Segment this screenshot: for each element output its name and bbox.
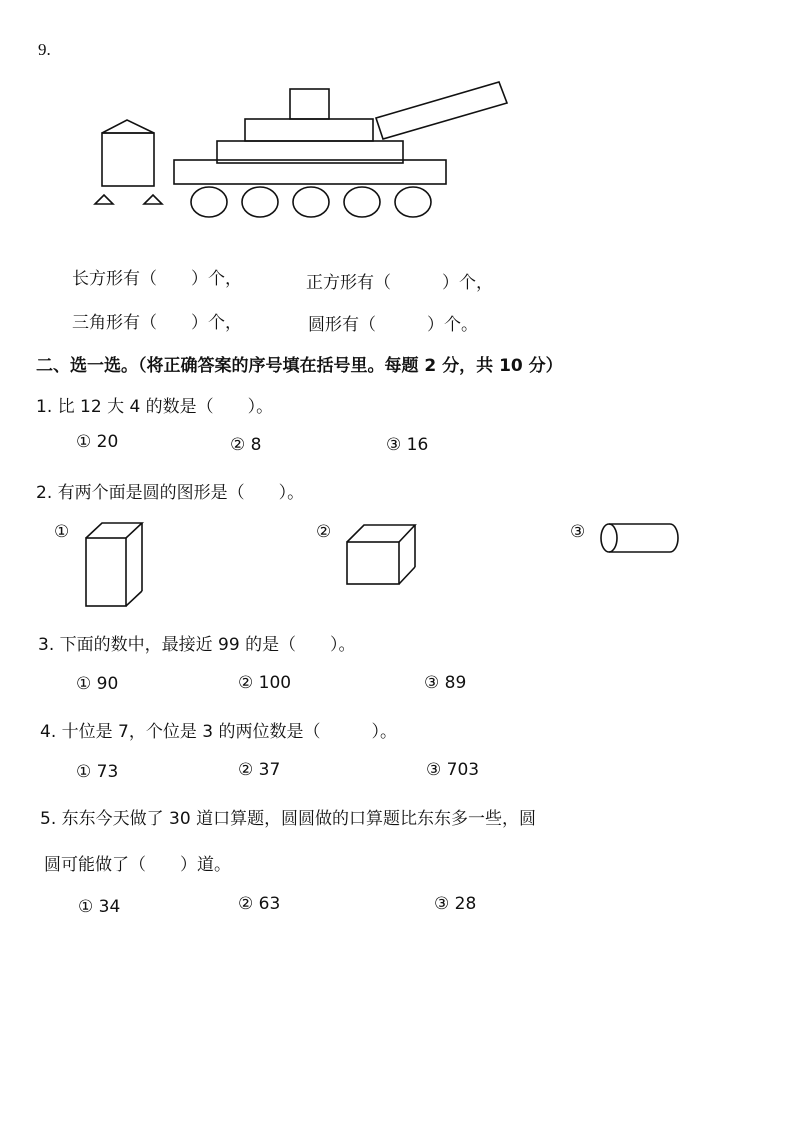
question-4-option-1: ① 73	[76, 762, 119, 782]
question-5-text-line-2: 圆可能做了（ ）道。	[44, 855, 231, 875]
question-2-option-2: ②	[316, 522, 332, 542]
question-5-option-1: ① 34	[78, 897, 121, 917]
question-2-shapes	[0, 510, 794, 630]
house-rectangle	[102, 133, 154, 186]
question-1-option-1: ① 20	[76, 432, 119, 452]
small-triangle-right	[144, 195, 162, 204]
tank-figure	[0, 0, 794, 240]
question-1-option-3: ③ 16	[386, 435, 429, 455]
wheel-2	[242, 187, 278, 217]
question-3-text: 3. 下面的数中，最接近 99 的是（ ）。	[38, 635, 356, 655]
question-5-text-line-1: 5. 东东今天做了 30 道口算题，圆圆做的口算题比东东多一些，圆	[40, 809, 537, 829]
question-1-text: 1. 比 12 大 4 的数是（ ）。	[36, 397, 274, 417]
square-count-blank: 正方形有（ ）个，	[306, 273, 493, 293]
question-4-text: 4. 十位是 7，个位是 3 的两位数是（ ）。	[40, 722, 397, 742]
question-4-option-2: ② 37	[238, 760, 281, 780]
circle-count-blank: 圆形有（ ）个。	[308, 315, 478, 335]
small-triangle-left	[95, 195, 113, 204]
question-3-option-1: ① 90	[76, 674, 119, 694]
question-2-option-3: ③	[570, 522, 586, 542]
question-5-option-2: ② 63	[238, 894, 281, 914]
house-triangle	[102, 120, 154, 133]
question-4-option-3: ③ 703	[426, 760, 480, 780]
cylinder-shape	[601, 524, 678, 552]
wheel-1	[191, 187, 227, 217]
question-1-option-2: ② 8	[230, 435, 262, 455]
question-9-number: 9.	[38, 40, 51, 59]
rect-count-blank: 长方形有（ ）个，	[72, 269, 242, 289]
tank-gun-rect	[376, 82, 507, 139]
cuboid-shape	[86, 523, 142, 606]
question-2-text: 2. 有两个面是圆的图形是（ ）。	[36, 483, 305, 503]
question-5-option-3: ③ 28	[434, 894, 477, 914]
question-3-option-3: ③ 89	[424, 673, 467, 693]
triangle-count-blank: 三角形有（ ）个，	[72, 313, 242, 333]
section-2-title: 二、选一选。（将正确答案的序号填在括号里。每题 2 分，共 10 分）	[36, 356, 563, 376]
wheel-5	[395, 187, 431, 217]
cube-shape	[347, 525, 415, 584]
tank-upper-rect	[245, 119, 373, 141]
wheel-4	[344, 187, 380, 217]
wheel-3	[293, 187, 329, 217]
question-3-option-2: ② 100	[238, 673, 292, 693]
question-2-option-1: ①	[54, 522, 70, 542]
tank-top-square	[290, 89, 329, 119]
